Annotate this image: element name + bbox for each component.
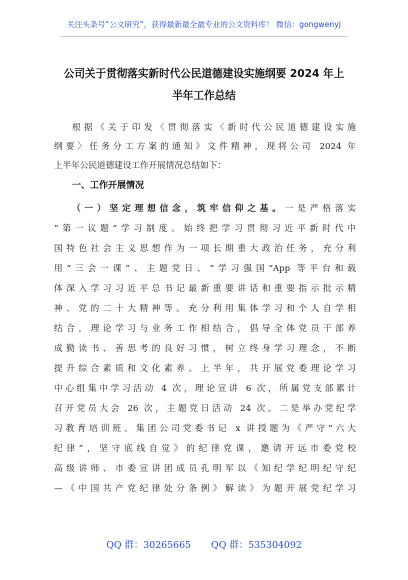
paragraph-line: “第一议题”学习制度。始终把学习贯彻习近平新时代中 [54, 224, 356, 234]
paragraph-lead-line [72, 203, 356, 215]
paragraph-line: 高级讲师、市委宣讲团成员孔明军以《知纪学纪明纪守纪 [54, 464, 356, 474]
paragraph-line: 用“三会一课”、主题党日、“学习强国”App 等平台和载 [54, 264, 356, 274]
paragraph-lead-rest: 一是严格落实 [284, 204, 356, 214]
paragraph-lead-heading: （一）坚定理想信念，筑牢信仰之基。 [72, 204, 285, 214]
paragraph-line: 结合，理论学习与业务工作相结合，倡导全体党员干部养 [54, 324, 356, 334]
section-heading: 一、工作开展情况 [72, 181, 145, 191]
footer-qq-group-2: QQ 群：535304092 [211, 540, 302, 551]
intro-line: 纲要〉任务分工方案的通知》文件精神，现将公司 2024 年 [54, 142, 356, 152]
document-title-line-2: 半年工作总结 [172, 90, 236, 102]
footer-qq-group-1: QQ 群：30265665 [106, 540, 192, 551]
paragraph-line: 体深入学习习近平总书记最新重要讲话和重要指示批示精 [54, 284, 356, 294]
paragraph-line: 习教育培训班。集团公司党委书记 x 讲授题为《严守“六大 [54, 424, 356, 434]
intro-line: 上半年公民道德建设工作开展情况总结如下： [54, 161, 226, 171]
paragraph-line: —《中国共产党纪律处分条例》解读》为题开展党纪学习 [54, 484, 356, 494]
paragraph-line: 神、党的二十大精神等。充分利用集体学习和个人自学相 [54, 304, 356, 314]
paragraph-line: 中心组集中学习活动 4 次，理论宣讲 6 次，所属党支部累计 [54, 384, 356, 394]
intro-line: 根据《关于印发〈贯彻落实〈新时代公民道德建设实施 [72, 123, 356, 133]
document-title-line-1: 公司关于贯彻落实新时代公民道德建设实施纲要 2024 年上 [63, 68, 345, 80]
footer-contact [0, 537, 408, 551]
paragraph-line: 召开党员大会 26 次，主题党日活动 24 次。二是举办党纪学 [54, 404, 356, 414]
paragraph-line: 提升综合素质和文化素养。上半年，共开展党委理论学习 [54, 364, 356, 374]
header-banner: 关注头条号“公文研究”，获得最新最全最专业的公文资料库！ 微信：gongwenyj [67, 20, 341, 29]
header-divider [60, 36, 348, 37]
paragraph-line: 纪律”，坚守底线自觉》的纪律党课，邀请开远市委党校 [54, 444, 356, 454]
paragraph-line: 国特色社会主义思想作为一项长期重大政治任务，充分利 [54, 244, 356, 254]
paragraph-line: 成勤读书、善思考的良好习惯，树立终身学习理念，不断 [54, 344, 356, 354]
